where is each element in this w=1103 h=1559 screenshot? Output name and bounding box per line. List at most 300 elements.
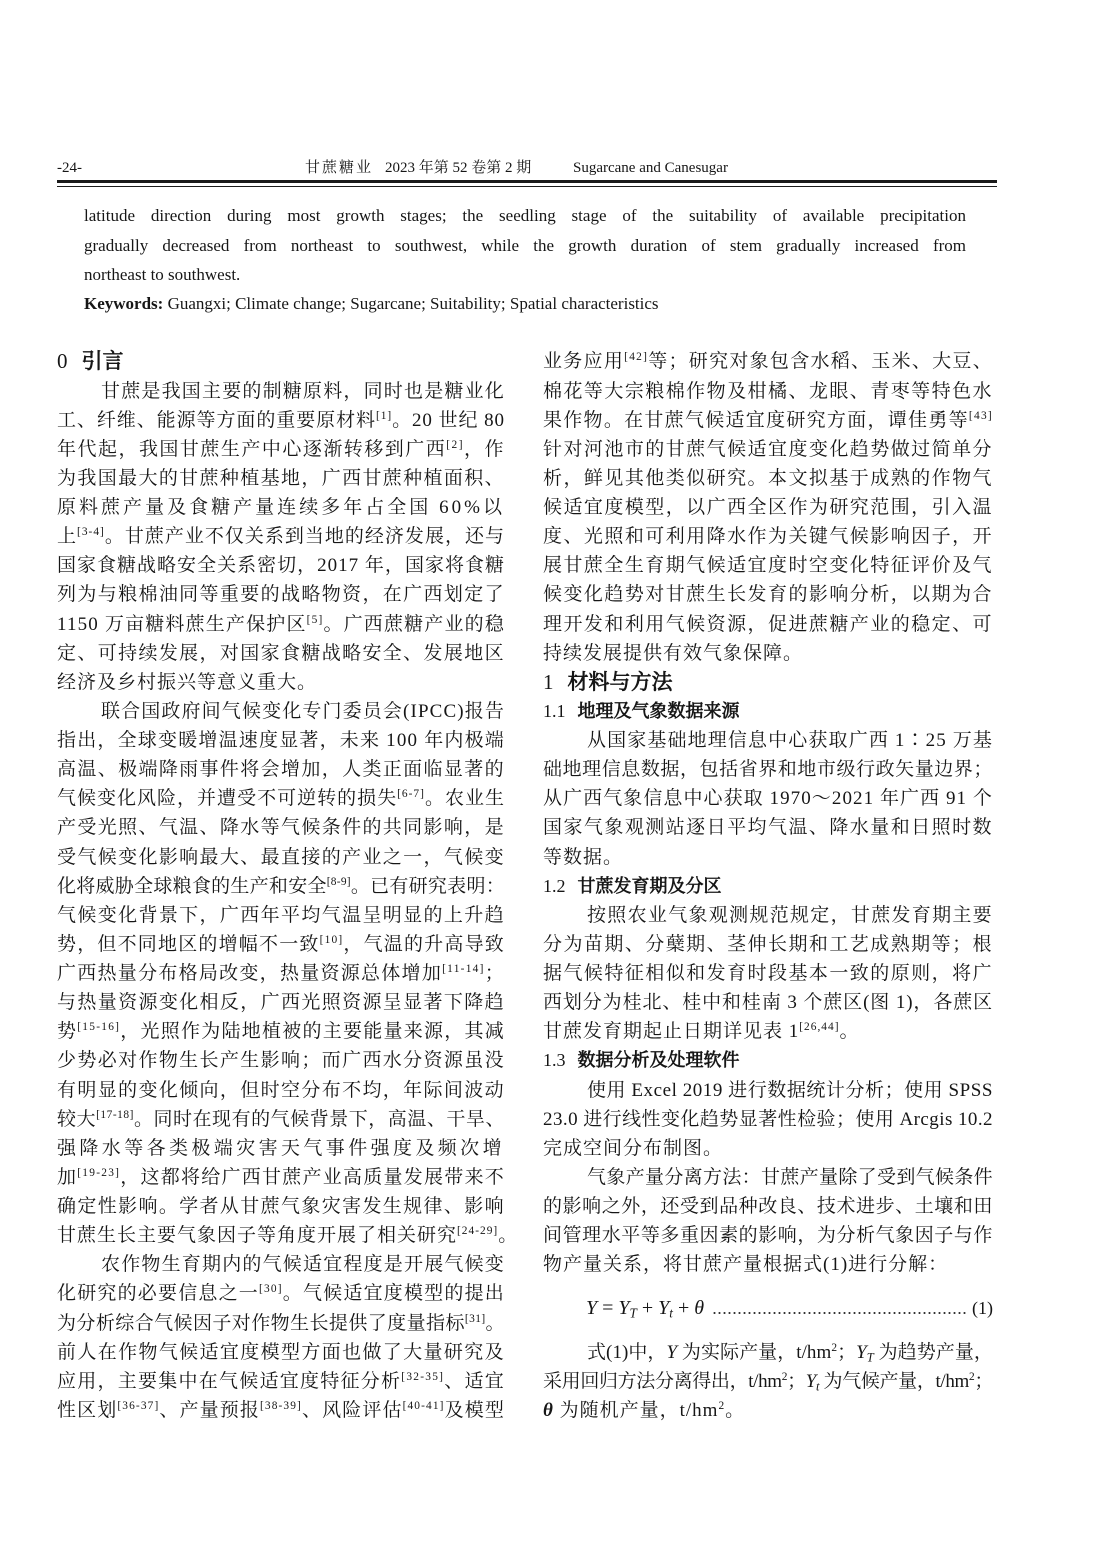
text-run: 化将威胁全球粮食的生产和安全 <box>57 875 327 897</box>
subsection-heading <box>543 1046 993 1075</box>
text-line <box>543 1192 993 1221</box>
line-content <box>587 901 993 930</box>
line-content <box>57 1017 505 1046</box>
line-content <box>543 347 993 376</box>
text-run: 从国家基础地理信息中心获取广西 1∶25 万基 <box>587 730 993 752</box>
text-line <box>57 377 505 406</box>
text-line <box>543 493 993 522</box>
line-content <box>543 959 993 988</box>
left-column <box>57 347 519 1425</box>
line-content <box>57 464 505 493</box>
line-content <box>543 464 993 493</box>
paragraph <box>543 1163 993 1280</box>
text-run: 1150 万亩糖料蔗生产保护区 <box>57 613 307 635</box>
line-content <box>543 1134 723 1163</box>
journal-issue: 2023 年第 52 卷第 2 期 <box>385 160 532 176</box>
text-run: 农作物生育期内的气候适宜程度是开展气候变 <box>101 1254 505 1276</box>
text-run: 指出，全球变暖增温速度显著，未来 100 年内极端 <box>57 730 505 752</box>
heading-title: 甘蔗发育期及分区 <box>577 875 722 897</box>
line-content <box>57 930 505 959</box>
text-run: 度、光照和可利用降水作为关键气候影响因子，开 <box>543 526 993 548</box>
text-run: 析，鲜见其他类似研究。本文拟基于成熟的作物气 <box>543 467 993 489</box>
line-content <box>543 493 993 522</box>
text-line <box>57 843 505 872</box>
text-line <box>543 1134 993 1163</box>
heading-title: 数据分析及处理软件 <box>577 1050 740 1072</box>
text-line <box>543 580 993 609</box>
line-content <box>543 551 993 580</box>
text-run: 强降水等各类极端灾害天气事件强度及频次增 <box>57 1137 505 1159</box>
text-run: 分为苗期、分蘖期、茎伸长期和工艺成熟期等；根 <box>543 933 993 955</box>
line-content <box>543 435 993 464</box>
text-run: 础地理信息数据，包括省界和地市级行政矢量边界； <box>543 759 993 781</box>
line-content <box>543 1221 993 1250</box>
subscript: t <box>815 1379 820 1394</box>
text-run: 。同时在现有的气候背景下，高温、干旱、 <box>133 1108 505 1130</box>
text-line <box>57 1046 505 1075</box>
line-content <box>57 1163 505 1192</box>
equation-number: (1) <box>972 1298 993 1319</box>
text-run: ，这都将给广西甘蔗产业高质量发展带来不 <box>120 1166 505 1188</box>
text-line <box>543 406 993 435</box>
abstract-line <box>84 201 966 230</box>
heading-title: 引言 <box>81 349 124 374</box>
text-run: 年代起，我国甘蔗生产中心逐渐转移到广西 <box>57 438 447 460</box>
line-content <box>57 1105 505 1134</box>
text-run: 高温、极端降雨事件将会增加，人类正面临显著的 <box>57 759 505 781</box>
text-line <box>543 959 993 988</box>
line-content <box>57 784 505 813</box>
text-line <box>57 464 505 493</box>
text-run: 、适宜 <box>444 1370 505 1392</box>
line-content <box>57 668 317 697</box>
math-variable-bold: θ <box>543 1399 554 1421</box>
citation-superscript: [17-18] <box>96 1108 134 1121</box>
text-line <box>543 1338 993 1367</box>
text-run: 甘蔗是我国主要的制糖原料，同时也是糖业化 <box>101 380 505 402</box>
superscript: 2 <box>968 1370 975 1383</box>
line-content <box>57 843 505 872</box>
citation-superscript: [11-14] <box>442 962 485 975</box>
line-content <box>543 1192 993 1221</box>
paragraph <box>57 1250 505 1425</box>
paragraph <box>543 1338 993 1425</box>
heading-number: 1 <box>543 669 554 694</box>
text-run: 23.0 进行线性变化趋势显著性检验；使用 Arcgis 10.2 <box>543 1108 993 1130</box>
text-run: 势 <box>57 1021 78 1043</box>
text-run: ； <box>974 1370 993 1392</box>
text-line <box>543 813 993 842</box>
line-content <box>57 1279 505 1308</box>
text-run: ； <box>484 963 505 985</box>
text-run: 确定性影响。学者从甘蔗气象灾害发生规律、影响 <box>57 1196 505 1218</box>
line-content <box>543 522 993 551</box>
page-number: -24- <box>57 160 82 176</box>
text-run: 。广西蔗糖产业的稳 <box>323 613 505 635</box>
equation-expression <box>586 1297 704 1320</box>
math-variable: Y <box>618 1297 630 1320</box>
heading-title: 材料与方法 <box>567 669 673 694</box>
text-run: 工、纤维、能源等方面的重要原材料 <box>57 409 376 431</box>
text-run: 展甘蔗全生育期气候适宜度时空变化特征评价及气 <box>543 555 993 577</box>
line-content <box>57 813 505 842</box>
line-content <box>543 1250 948 1279</box>
text-line <box>543 726 993 755</box>
text-run: 业务应用 <box>543 351 625 373</box>
text-run: 有明显的变化倾向，但时空分布不均，年际间波动 <box>57 1079 505 1101</box>
keywords-text: Guangxi; Climate change; Sugarcane; Suitability; Spatial characteristics <box>163 294 659 314</box>
line-content: latitude direction during most growth stages; the seedling stage of the suitability of available precipitation <box>84 206 966 226</box>
citation-superscript: [26,44] <box>799 1021 840 1034</box>
text-line <box>543 784 993 813</box>
text-line <box>57 901 505 930</box>
heading-number: 0 <box>57 349 68 374</box>
line-content <box>57 580 505 609</box>
text-run: 为分析综合气候因子对作物生长提供了度量指标 <box>57 1312 465 1334</box>
math-variable: θ <box>694 1297 705 1320</box>
paragraph <box>543 347 993 667</box>
text-run: 完成空间分布制图。 <box>543 1137 724 1159</box>
text-run: 间管理水平等多重因素的影响，为分析气象因子与作 <box>543 1225 993 1247</box>
text-run: 持续发展提供有效气象保障。 <box>543 642 804 664</box>
text-run: 应用，主要集中在气候适宜度特征分析 <box>57 1370 402 1392</box>
abstract-continuation <box>84 201 966 318</box>
text-run: 较大 <box>57 1108 97 1130</box>
heading-number: 1.1 <box>543 700 566 721</box>
text-line <box>57 1105 505 1134</box>
line-content <box>543 1396 745 1425</box>
text-run: 列为与粮棉油同等重要的战略物资，在广西划定了 <box>57 584 505 606</box>
text-run: 从广西气象信息中心获取 1970～2021 年广西 91 个 <box>543 788 993 810</box>
text-line <box>57 1338 505 1367</box>
right-column <box>543 347 993 1425</box>
line-content <box>57 755 505 784</box>
line-content <box>57 1046 505 1075</box>
text-run: 针对河池市的甘蔗气候适宜度变化趋势做过简单分 <box>543 438 993 460</box>
subscript: T <box>629 1305 637 1321</box>
text-run: 为气候产量，t/hm <box>819 1370 969 1392</box>
text-run: ； <box>787 1370 806 1392</box>
text-run: 为我国最大的甘蔗种植基地，广西甘蔗种植面积、 <box>57 467 505 489</box>
superscript: 2 <box>831 1341 838 1354</box>
text-run: ，气温的升高导致 <box>343 933 505 955</box>
text-run: 物产量关系，将甘蔗产量根据式(1)进行分解： <box>543 1254 949 1276</box>
text-run: + <box>672 1297 695 1320</box>
text-line <box>57 1134 505 1163</box>
text-line <box>543 1367 993 1396</box>
citation-superscript: [19-23] <box>77 1166 121 1179</box>
line-content <box>101 377 505 406</box>
text-line <box>543 435 993 464</box>
text-run: 定、可持续发展，对国家食糖战略安全、发展地区 <box>57 642 505 664</box>
heading-number: 1.2 <box>543 875 566 896</box>
citation-superscript: [40-41] <box>402 1399 445 1412</box>
text-run: 受气候变化影响最大、最直接的产业之一，气候变 <box>57 846 505 868</box>
text-run: 等数据。 <box>543 846 624 868</box>
text-run: 联合国政府间气候变化专门委员会(IPCC)报告 <box>101 700 505 722</box>
citation-superscript: [10] <box>319 933 344 946</box>
subsection-heading <box>543 697 993 726</box>
math-variable: Y <box>805 1370 816 1392</box>
citation-superscript: [3-4] <box>77 526 105 539</box>
heading-title: 地理及气象数据来源 <box>577 700 740 722</box>
text-run: 。甘蔗产业不仅关系到当地的经济发展，还与 <box>104 526 505 548</box>
header-rule-thick <box>57 180 997 183</box>
text-run: 等；研究对象包含水稻、玉米、大豆、 <box>648 351 993 373</box>
text-line <box>57 435 505 464</box>
text-run: 候变化趋势对甘蔗生长发育的影响分析，以期为合 <box>543 584 993 606</box>
text-run: 加 <box>57 1166 78 1188</box>
text-run: 为趋势产量， <box>873 1341 993 1363</box>
citation-superscript: [5] <box>306 613 324 626</box>
text-run: 国家气象观测站逐日平均气温、降水量和日照时数 <box>543 817 993 839</box>
line-content <box>57 959 505 988</box>
line-content <box>543 639 803 668</box>
text-run: 据气候特征相似和发育时段基本一致的原则，将广 <box>543 963 993 985</box>
line-content <box>543 1367 993 1396</box>
text-line <box>543 347 993 376</box>
text-run: 原料蔗产量及食糖产量连续多年占全国 60%以 <box>57 497 505 519</box>
text-run: 。已有研究表明： <box>350 875 505 897</box>
text-line <box>57 726 505 755</box>
text-line <box>57 406 505 435</box>
line-content <box>587 1338 993 1367</box>
line-content <box>57 551 505 580</box>
line-content <box>57 1338 505 1367</box>
paragraph <box>543 1076 993 1163</box>
line-content <box>57 1134 505 1163</box>
text-run: 的影响之外，还受到品种改良、技术进步、土壤和田 <box>543 1196 993 1218</box>
line-content <box>57 872 505 901</box>
text-line <box>57 1279 505 1308</box>
text-run: 按照农业气象观测规范规定，甘蔗发育期主要 <box>587 904 993 926</box>
section-heading <box>543 668 993 697</box>
text-run: ，作 <box>464 438 505 460</box>
text-run: 式(1)中， <box>587 1341 667 1363</box>
text-run: 。 <box>485 1312 505 1334</box>
line-content <box>57 1192 505 1221</box>
text-run: 甘蔗发育期起止日期详见表 1 <box>543 1021 800 1043</box>
text-run: 性区划 <box>57 1399 118 1421</box>
text-line <box>543 755 993 784</box>
text-line <box>57 813 505 842</box>
paragraph <box>57 697 519 1250</box>
text-run: 前人在作物气候适宜度模型方面也做了大量研究及 <box>57 1341 505 1363</box>
text-run: 。 <box>498 1225 519 1247</box>
text-line <box>57 551 505 580</box>
keywords-label: Keywords: <box>84 294 164 314</box>
text-run: 棉花等大宗粮棉作物及柑橘、龙眼、青枣等特色水 <box>543 380 993 402</box>
text-line <box>543 1163 993 1192</box>
line-content <box>57 610 505 639</box>
text-line <box>543 1396 993 1425</box>
text-run: 势，但不同地区的增幅不一致 <box>57 933 320 955</box>
line-content <box>587 726 993 755</box>
text-run: 气候变化背景下，广西年平均气温呈明显的上升趋 <box>57 904 505 926</box>
line-content <box>587 1076 993 1105</box>
abstract-line <box>84 231 966 260</box>
line-content <box>543 580 993 609</box>
text-line <box>543 1250 993 1279</box>
text-line <box>57 522 505 551</box>
text-line <box>57 988 505 1017</box>
text-line <box>543 843 993 872</box>
text-run: 气象产量分离方法：甘蔗产量除了受到气候条件 <box>587 1166 993 1188</box>
journal-title-cn: 甘蔗糖业 <box>305 160 374 176</box>
text-line <box>57 639 505 668</box>
superscript: 2 <box>718 1399 726 1412</box>
text-line <box>57 1221 519 1250</box>
line-content <box>543 843 623 872</box>
text-line <box>543 988 993 1017</box>
text-line <box>543 377 993 406</box>
line-content <box>543 755 993 784</box>
citation-superscript: [30] <box>259 1283 283 1296</box>
text-line <box>57 1309 505 1338</box>
paragraph <box>57 377 505 697</box>
subscript: T <box>866 1350 874 1365</box>
line-content <box>57 435 505 464</box>
text-line <box>57 1192 505 1221</box>
line-content <box>57 1367 505 1396</box>
text-line <box>57 872 505 901</box>
text-run: ，光照作为陆地植被的主要能量来源，其减 <box>120 1021 505 1043</box>
text-run: 果作物。在甘蔗气候适宜度研究方面，谭佳勇等 <box>543 409 969 431</box>
line-content <box>57 1221 518 1250</box>
text-line <box>57 1367 505 1396</box>
text-run: 气候变化风险，并遭受不可逆转的损失 <box>57 788 398 810</box>
text-run: 、风险评估 <box>301 1399 403 1421</box>
text-run: 西划分为桂北、桂中和桂南 3 个蔗区(图 1)，各蔗区 <box>543 992 993 1014</box>
text-line <box>57 959 505 988</box>
text-line <box>57 1017 505 1046</box>
math-variable: Y <box>666 1341 678 1363</box>
citation-superscript: [31] <box>464 1312 486 1325</box>
text-line <box>57 1076 505 1105</box>
paragraph <box>543 726 993 872</box>
math-variable: Y <box>856 1341 867 1363</box>
header-rule-thin <box>57 186 997 187</box>
text-run: 。20 世纪 80 <box>392 409 505 431</box>
line-content <box>543 988 993 1017</box>
citation-superscript: [1] <box>375 409 393 422</box>
line-content <box>57 1309 505 1338</box>
text-line <box>57 1396 505 1425</box>
text-line <box>57 1250 505 1279</box>
citation-superscript: [38-39] <box>259 1399 302 1412</box>
line-content <box>543 406 993 435</box>
line-content <box>57 988 505 1017</box>
text-line <box>57 697 505 726</box>
text-line <box>543 610 993 639</box>
keywords-line <box>84 289 966 318</box>
abstract-line <box>84 260 966 289</box>
text-line <box>543 1017 993 1046</box>
line-content <box>543 813 993 842</box>
section-heading <box>57 347 505 376</box>
text-run: 少势必对作物生长产生影响；而广西水分资源虽没 <box>57 1050 505 1072</box>
text-line <box>543 522 993 551</box>
equation <box>543 1279 993 1337</box>
text-run: 采用回归方法分离得出，t/hm <box>543 1370 782 1392</box>
text-run: 广西热量分布格局改变，热量资源总体增加 <box>57 963 443 985</box>
text-run: + <box>636 1297 659 1320</box>
line-content <box>57 522 505 551</box>
text-line <box>543 901 993 930</box>
line-content <box>84 289 659 318</box>
citation-superscript: [15-16] <box>77 1021 121 1034</box>
line-content <box>57 639 505 668</box>
line-content <box>57 901 505 930</box>
math-variable: Y <box>586 1297 598 1320</box>
text-run: 。 <box>839 1021 860 1043</box>
text-run: 理开发和利用气候资源，促进蔗糖产业的稳定、可 <box>543 613 993 635</box>
subsection-heading <box>543 872 993 901</box>
line-content <box>101 697 505 726</box>
dot-leader <box>712 1303 968 1315</box>
text-line <box>57 610 505 639</box>
text-line <box>57 668 505 697</box>
text-line <box>543 930 993 959</box>
line-content <box>543 1105 993 1134</box>
line-content <box>57 406 505 435</box>
text-line <box>57 1163 505 1192</box>
text-line <box>543 464 993 493</box>
citation-superscript: [24-29] <box>457 1225 499 1238</box>
superscript: 2 <box>781 1370 788 1383</box>
text-run: 。 <box>725 1399 746 1421</box>
text-run: 、产量预报 <box>159 1399 260 1421</box>
text-run: 甘蔗生长主要气象因子等角度开展了相关研究 <box>57 1225 458 1247</box>
text-run: 候适宜度模型，以广西全区作为研究范围，引入温 <box>543 497 993 519</box>
math-variable: Y <box>658 1297 670 1320</box>
text-line <box>543 639 993 668</box>
heading-number: 1.3 <box>543 1050 566 1071</box>
line-content <box>543 1017 860 1046</box>
text-run: 为随机产量，t/hm <box>553 1399 719 1421</box>
citation-superscript: [36-37] <box>117 1399 160 1412</box>
text-line <box>57 580 505 609</box>
text-run: 。气候适宜度模型的提出 <box>282 1283 505 1305</box>
journal-title-en: Sugarcane and Canesugar <box>573 160 728 176</box>
line-content <box>57 1076 505 1105</box>
text-line <box>543 1076 993 1105</box>
text-run: 。农业生 <box>424 788 505 810</box>
line-content <box>543 377 993 406</box>
citation-superscript: [42] <box>624 351 649 364</box>
line-content: gradually decreased from northeast to southwest, while the growth duration of stem gradually increased from <box>84 235 966 255</box>
text-run: 及模型 <box>444 1399 505 1421</box>
text-run: 产受光照、气温、降水等气候条件的共同影响，是 <box>57 817 505 839</box>
citation-superscript: [8-9] <box>326 875 351 888</box>
text-run: 化研究的必要信息之一 <box>57 1283 259 1305</box>
line-content <box>57 493 505 522</box>
line-content <box>101 1250 505 1279</box>
text-run: 上 <box>57 526 78 548</box>
citation-superscript: [2] <box>446 438 464 451</box>
text-line <box>543 1221 993 1250</box>
text-run: 为实际产量，t/hm <box>677 1341 832 1363</box>
paragraph <box>543 901 993 1047</box>
line-content <box>543 930 993 959</box>
line-content <box>543 784 993 813</box>
line-content: northeast to southwest. <box>84 264 241 284</box>
text-run: 与热量资源变化相反，广西光照资源呈显著下降趋 <box>57 992 505 1014</box>
text-line <box>543 1105 993 1134</box>
citation-superscript: [43] <box>968 409 993 422</box>
line-content <box>57 1396 505 1425</box>
citation-superscript: [32-35] <box>401 1370 445 1383</box>
